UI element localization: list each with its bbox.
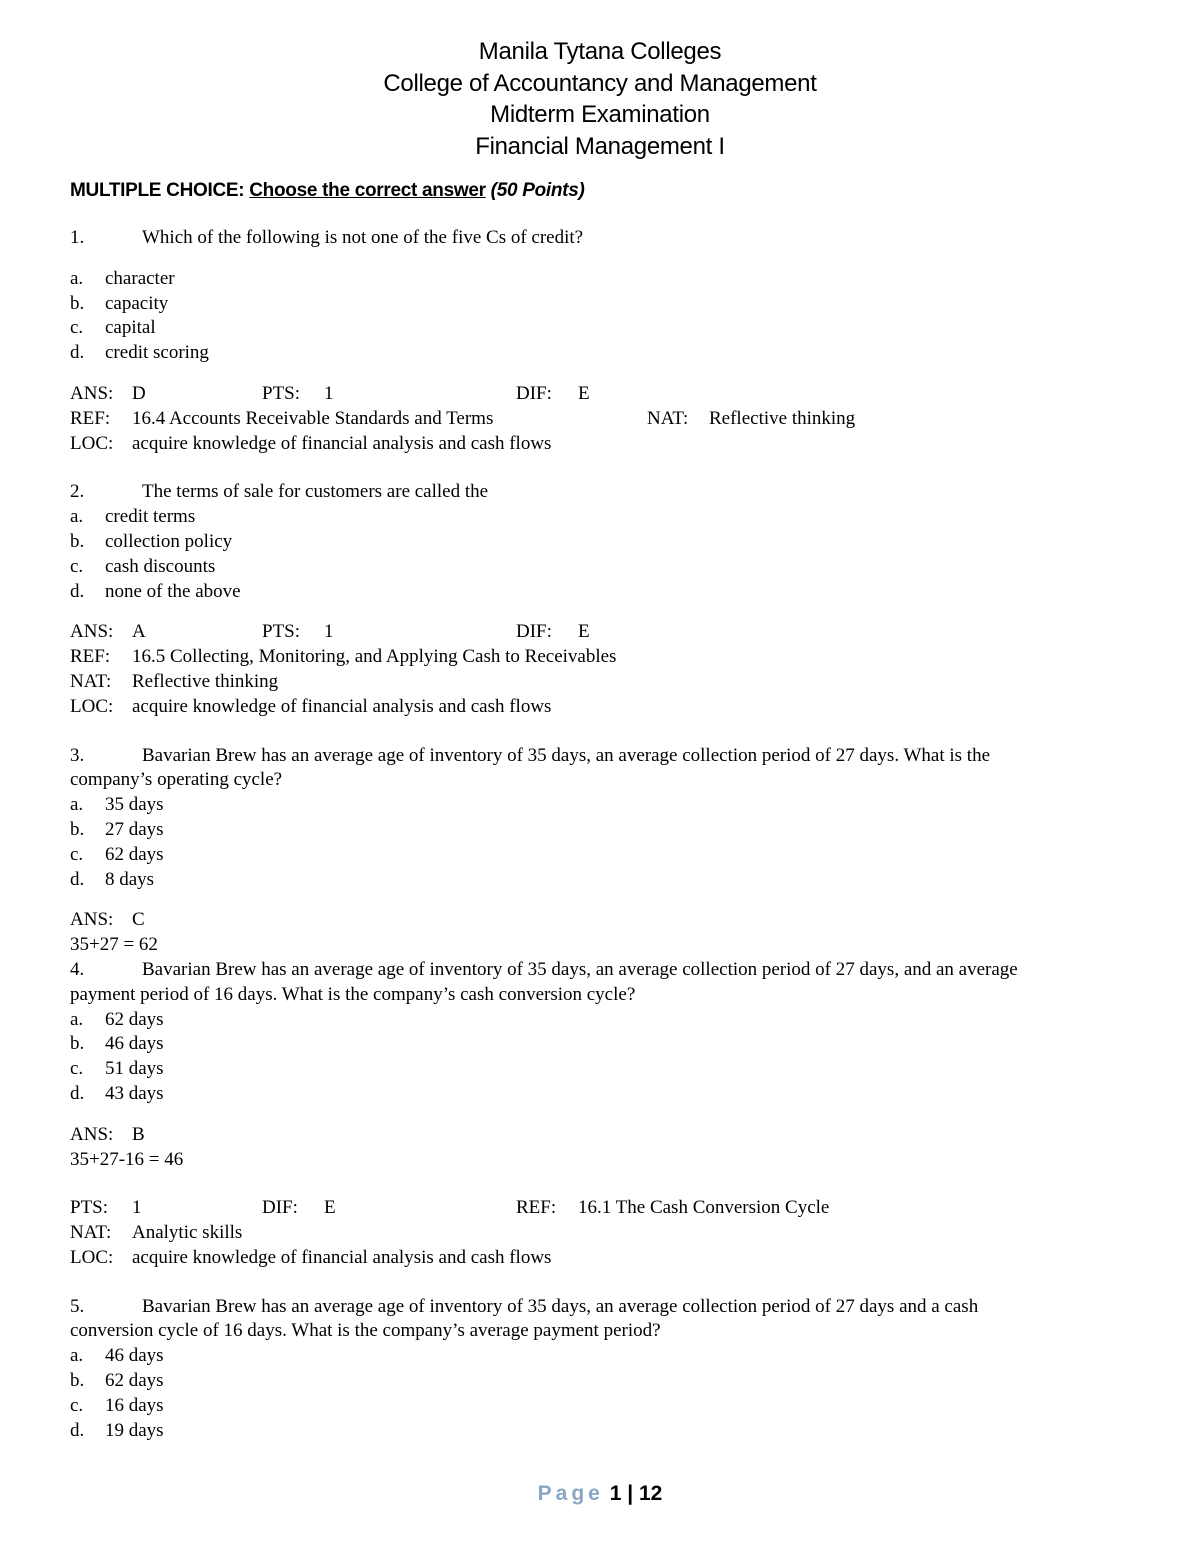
question-3-stem: [70, 744, 1150, 769]
q1-option-a: a. character: [70, 267, 175, 289]
total-pages: 12: [638, 1482, 663, 1505]
page-label: Page: [537, 1482, 604, 1505]
question-number: 1.: [70, 227, 85, 248]
q5-option-c: c. 16 days: [70, 1394, 164, 1416]
q3-option-d: d. 8 days: [70, 868, 155, 890]
q4-calculation: 35+27-16 = 46: [70, 1148, 184, 1170]
q2-loc-line: LOC: acquire knowledge of financial analysis and cash flows: [70, 695, 552, 717]
question-5-stem: [70, 1295, 1150, 1320]
q1-loc-line: LOC: acquire knowledge of financial analysis and cash flows: [70, 432, 552, 454]
q1-option-c: c. capital: [70, 317, 156, 339]
question-text: Bavarian Brew has an average age of inventory of 35 days, an average collection period of 27 days and a cash: [142, 1295, 979, 1317]
question-text: Which of the following is not one of the five Cs of credit?: [142, 227, 584, 248]
section-label: MULTIPLE CHOICE:: [70, 180, 245, 201]
q4-pts-line: PTS: 1 DIF: E REF: 16.1 The Cash Conversion Cycle: [70, 1197, 830, 1219]
question-text: The terms of sale for customers are called the: [142, 481, 489, 503]
page-separator: |: [627, 1482, 634, 1505]
question-number: 4.: [70, 958, 85, 980]
answer-value: A: [132, 621, 146, 643]
q3-calculation: 35+27 = 62: [70, 934, 158, 956]
section-instruction: Choose the correct answer: [249, 180, 486, 201]
q2-option-c: c. cash discounts: [70, 555, 216, 577]
q5-option-a: a. 46 days: [70, 1345, 164, 1367]
q1-option-d: d. credit scoring: [70, 342, 209, 364]
question-5-stem-cont: conversion cycle of 16 days. What is the company’s average payment period?: [70, 1320, 661, 1342]
q4-option-d: d. 43 days: [70, 1082, 164, 1104]
q2-option-b: b. collection policy: [70, 530, 233, 552]
question-2-stem: [70, 480, 1150, 505]
q3-answer-line: ANS: C: [70, 909, 145, 931]
question-text: Bavarian Brew has an average age of inventory of 35 days, an average collection period of 27 days, and an average: [142, 958, 1018, 980]
school-name: Manila Tytana Colleges: [478, 38, 722, 65]
q2-answer-line: ANS: A PTS: 1 DIF: E: [70, 620, 1150, 645]
q1-ref-line: REF: 16.4 Accounts Receivable Standards and Terms NAT: Reflective thinking: [70, 407, 856, 429]
document-header: [0, 36, 1200, 162]
answer-value: B: [132, 1123, 145, 1145]
question-number: 5.: [70, 1295, 85, 1317]
q1-option-b: b. capacity: [70, 292, 169, 314]
q4-nat-line: NAT: Analytic skills: [70, 1222, 243, 1244]
questions-body: [70, 226, 1150, 1443]
q4-option-a: a. 62 days: [70, 1008, 164, 1030]
question-3-stem-cont: company’s operating cycle?: [70, 769, 283, 791]
q3-option-a: a. 35 days: [70, 794, 164, 816]
q5-option-d: d. 19 days: [70, 1419, 164, 1441]
question-number: 2.: [70, 481, 85, 503]
q3-option-c: c. 62 days: [70, 843, 164, 865]
section-heading: [70, 180, 585, 202]
q2-option-d: d. none of the above: [70, 580, 241, 602]
q1-answer-line: ANS: D PTS: 1 DIF: E: [70, 382, 1150, 407]
question-4-stem-cont: payment period of 16 days. What is the company’s cash conversion cycle?: [70, 983, 636, 1005]
question-1-stem: [70, 226, 1150, 251]
exam-title: Midterm Examination: [490, 101, 710, 128]
q4-option-b: b. 46 days: [70, 1033, 164, 1055]
current-page-number: 1: [609, 1482, 622, 1505]
q3-option-b: b. 27 days: [70, 818, 164, 840]
college-name: College of Accountancy and Management: [383, 69, 817, 97]
q2-ref-line: REF: 16.5 Collecting, Monitoring, and Applying Cash to Receivables: [70, 646, 617, 668]
q4-answer-line: ANS: B: [70, 1123, 145, 1145]
question-4-stem: [70, 958, 1150, 983]
q5-option-b: b. 62 days: [70, 1370, 164, 1392]
q2-nat-line: NAT: Reflective thinking: [70, 670, 279, 692]
answer-value: C: [132, 909, 145, 931]
answer-value: D: [132, 382, 146, 404]
subject-title: Financial Management I: [475, 132, 725, 160]
section-points: (50 Points): [490, 180, 585, 201]
question-number: 3.: [70, 744, 85, 766]
page-footer: [0, 1482, 1200, 1506]
q4-loc-line: LOC: acquire knowledge of financial analysis and cash flows: [70, 1246, 552, 1268]
q2-option-a: a. credit terms: [70, 506, 196, 528]
q4-option-c: c. 51 days: [70, 1058, 164, 1080]
question-text: Bavarian Brew has an average age of inventory of 35 days, an average collection period of 27 days. What is the: [142, 744, 991, 766]
